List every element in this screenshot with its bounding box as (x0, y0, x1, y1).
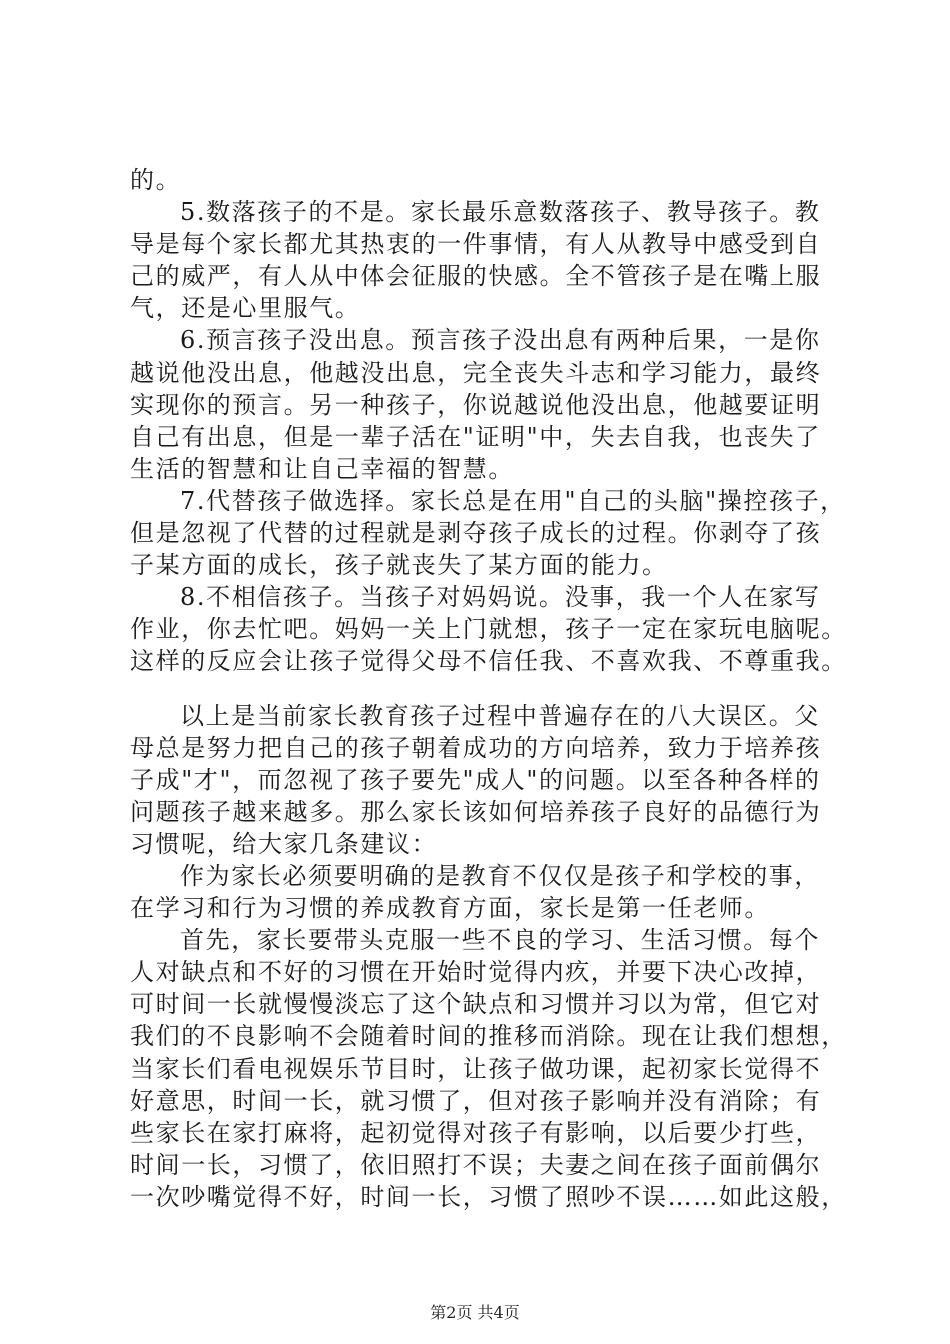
text-line: 人对缺点和不好的习惯在开始时觉得内疚，并要下决心改掉， (130, 958, 822, 987)
text-line: 我们的不良影响不会随着时间的推移而消除。现在让我们想想， (130, 1022, 847, 1051)
document-body (130, 164, 855, 1213)
text-line: 母总是努力把自己的孩子朝着成功的方向培养，致力于培养孩 (130, 733, 822, 762)
text-line: 自己有出息，但是一辈子活在"证明"中，失去自我，也丧失了 (130, 422, 821, 451)
text-line: 导是每个家长都尤其热衷的一件事情，有人从教导中感受到自 (130, 230, 822, 259)
paragraph-gap (130, 678, 855, 700)
text-line: 这样的反应会让孩子觉得父母不信任我、不喜欢我、不尊重我。 (130, 647, 847, 676)
text-line: 气，还是心里服气。 (130, 294, 361, 323)
text-line: 问题孩子越来越多。那么家长该如何培养孩子良好的品德行为 (130, 797, 822, 826)
text-line: 生活的智慧和让自己幸福的智慧。 (130, 454, 514, 483)
text-line: 习惯呢，给大家几条建议： (130, 829, 438, 858)
text-line: 但是忽视了代替的过程就是剥夺孩子成长的过程。你剥夺了孩 (130, 519, 822, 548)
text-line: 一次吵嘴觉得不好，时间一长，习惯了照吵不误……如此这般， (130, 1182, 847, 1211)
text-line: 当家长们看电视娱乐节目时，让孩子做功课，起初家长觉得不 (130, 1054, 822, 1083)
text-line: 可时间一长就慢慢淡忘了这个缺点和习惯并习以为常，但它对 (130, 990, 822, 1019)
text-line: 子成"才"，而忽视了孩子要先"成人"的问题。以至各种各样的 (130, 765, 821, 794)
text-line: 7.代替孩子做选择。家长总是在用"自己的头脑"操控孩子， (180, 486, 846, 515)
text-line: 些家长在家打麻将，起初觉得对孩子有影响，以后要少打些， (130, 1118, 822, 1147)
text-line: 5.数落孩子的不是。家长最乐意数落孩子、教导孩子。教 (180, 198, 821, 227)
text-line: 己的威严，有人从中体会征服的快感。全不管孩子是在嘴上服 (130, 262, 822, 291)
page-number: 第2页 共4页 (430, 1303, 520, 1322)
text-line: 在学习和行为习惯的养成教育方面，家长是第一任老师。 (130, 894, 770, 923)
text-line: 6.预言孩子没出息。预言孩子没出息有两种后果，一是你 (180, 326, 821, 355)
text-line: 好意思，时间一长，就习惯了，但对孩子影响并没有消除；有 (130, 1086, 822, 1115)
text-line: 首先，家长要带头克服一些不良的学习、生活习惯。每个 (180, 926, 820, 955)
text-line: 越说他没出息，他越没出息，完全丧失斗志和学习能力，最终 (130, 358, 822, 387)
text-line: 实现你的预言。另一种孩子，你说越说他没出息，他越要证明 (130, 390, 822, 419)
text-line: 子某方面的成长，孩子就丧失了某方面的能力。 (130, 551, 668, 580)
text-line: 的。 (130, 166, 182, 194)
text-line: 以上是当前家长教育孩子过程中普遍存在的八大误区。父 (180, 701, 820, 730)
text-line: 作为家长必须要明确的是教育不仅仅是孩子和学校的事， (180, 861, 820, 890)
text-line: 时间一长，习惯了，依旧照打不误；夫妻之间在孩子面前偶尔 (130, 1150, 822, 1179)
text-line: 作业，你去忙吧。妈妈一关上门就想，孩子一定在家玩电脑呢。 (130, 615, 847, 644)
text-line: 8.不相信孩子。当孩子对妈妈说。没事，我一个人在家写 (180, 583, 821, 612)
